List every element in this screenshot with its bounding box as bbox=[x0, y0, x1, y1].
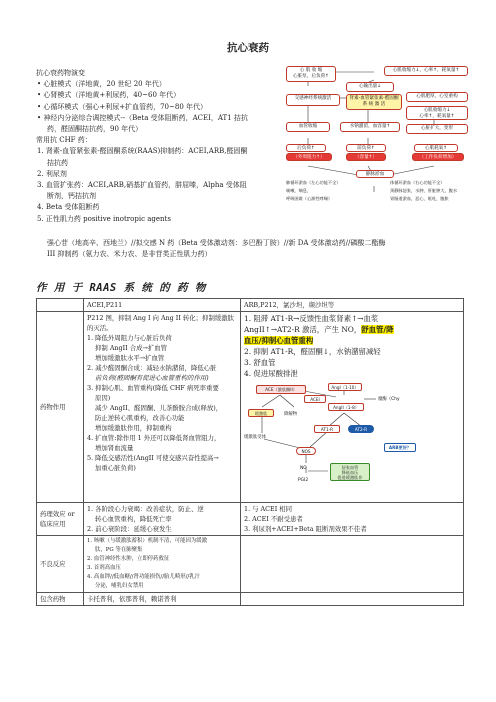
table-row bbox=[37, 312, 464, 503]
arb-effects-cell: 1. 阻滞 AT1-R→反馈性血浆肾素↑→血浆 AngII↑→AT2-R 激活，产生 NO，舒血管/降 血压/抑制心血管重构 2. 抑制 AT1-R，醛固酮↓，水钠潴留减轻 3. 舒血管 4. 促进尿酸排泄 ACE（激肽酶II） AngI（1-10） ACEI AngII（1-8） 糜酶（Chy 缓激肽 降解物 AT1-R AT2-R 缓激肽受体 NOS NO PGI2 舒张血管 降低血压 促进缓激肽作 ARB更好？ bbox=[241, 312, 464, 503]
acei-drugs-cell: 卡托普利，依那普利，赖诺普利 bbox=[84, 593, 241, 606]
flow-box: 前负荷↑ bbox=[346, 144, 386, 152]
heart-failure-flow-diagram bbox=[284, 62, 470, 240]
pgi2-label: PGI2 bbox=[298, 478, 309, 483]
drug-class-item: 5. 正性肌力药 positive inotropic agents bbox=[37, 214, 171, 223]
flow-box: 心肌收缩力↓，心率↑，耗氧量↑ bbox=[384, 66, 468, 76]
intro-section bbox=[36, 68, 282, 225]
bullet-item: • 心肾模式（洋地黄+利尿药，40~60 年代） bbox=[37, 91, 181, 100]
drug-class-item: 3. 血管扩张药：ACEI,ARB,硝基扩血管药，肼屈嗪，Alpha 受体阻 bbox=[37, 181, 247, 190]
degradation-label: 降解物 bbox=[284, 412, 298, 417]
acei-label: ACEI bbox=[304, 395, 326, 403]
row-label: 药物作用 bbox=[37, 312, 84, 503]
drug-class-continuation: 断剂，钙拮抗剂 bbox=[47, 192, 96, 201]
flow-note: 肺循环淤血（左心功能不全） bbox=[286, 180, 341, 185]
table-row bbox=[37, 503, 464, 536]
flow-note: 呼吸困难（心源性哮喘） bbox=[286, 196, 333, 201]
flow-box: （容量↑） bbox=[346, 153, 386, 161]
page-title: 抗心衰药 bbox=[227, 42, 269, 54]
table-header-row bbox=[37, 299, 464, 312]
flow-box: 心 肌 收 缩 心脏泵，后负荷↑ bbox=[286, 66, 336, 82]
drugs-heading: 常用抗 CHF 药： bbox=[36, 136, 92, 145]
detail-line: 强心苷（地高辛、西地兰）//拟交感 N 药（Beta 受体激动剂：多巴酚丁胺）//新 DA 受体激动药//磷酸二酯酶 bbox=[47, 239, 386, 247]
raas-mechanism-diagram bbox=[244, 381, 420, 501]
flow-note: 胃肠道淤血，恶心，呕吐，腹胀 bbox=[390, 196, 449, 201]
detail-line: III 抑制药（氨力农、米力农、是非苷类正性肌力药） bbox=[47, 250, 212, 259]
effects-label: 舒张血管 降低血压 促进缓激肽作 bbox=[330, 463, 370, 481]
flow-box: 心肌肥厚，心室重构 bbox=[406, 92, 468, 102]
flow-box: 肾素-血管紧张素-醛固酮 系 统 激 活 bbox=[346, 94, 402, 110]
arb-adverse-cell bbox=[241, 536, 464, 593]
flow-note: 体循环淤血（右心功能不全） bbox=[390, 180, 445, 185]
at1r-label: AT1-R bbox=[314, 425, 340, 433]
flow-box: 心输出量↓ bbox=[346, 82, 394, 92]
flow-note: 颈静脉怒张，水肿，肝脏肿大，腹水 bbox=[390, 188, 458, 193]
drug-class-continuation: 拮抗药 bbox=[47, 158, 68, 167]
section-title: 作 用 于 RAAS 系 统 的 药 物 bbox=[36, 282, 206, 294]
flow-box: 血管收缩 bbox=[286, 122, 330, 132]
header-cell: ACEI,P211 bbox=[84, 299, 241, 312]
flow-box: 静脉淤血 bbox=[356, 170, 394, 178]
ang1-label: AngI（1-10） bbox=[328, 383, 362, 391]
at2r-label: AT2-R bbox=[348, 425, 374, 433]
header-cell: ARB,P212，氯沙坦，缬沙坦等 bbox=[241, 299, 464, 312]
ace-label: ACE（激肽酶II） bbox=[256, 385, 306, 394]
intro-heading: 抗心衰药物演变 bbox=[36, 69, 85, 77]
row-label: 包含药物 bbox=[37, 593, 84, 606]
bullet-item: • 心循环模式（强心+利尿+扩血管药，70~80 年代） bbox=[37, 102, 207, 111]
nos-label: NOS bbox=[296, 447, 316, 455]
acei-clinical-cell: 1. 各阶段心力衰竭：改善症状，防止、逆 转心血管重构，降低死亡率 2. 前心衰阶段：延缓心衰发生 bbox=[84, 503, 241, 536]
drug-class-item: 4. Beta 受体阻断药 bbox=[37, 203, 100, 212]
bk-receptor-label: 缓激肽受体 bbox=[244, 435, 266, 440]
raas-drug-table bbox=[36, 298, 464, 606]
row-label: 药理效应 or 临床应用 bbox=[37, 503, 84, 536]
chymase-label: 糜酶（Chy bbox=[378, 397, 400, 402]
flow-box: （工作负荷增加） bbox=[412, 153, 464, 161]
flow-note: 咳嗽，喘息， bbox=[286, 188, 312, 193]
flow-box: 水钠潴留，血容量↑ bbox=[340, 122, 400, 132]
arb-drugs-cell bbox=[241, 593, 464, 606]
flow-box: 心肌耗氧↑ bbox=[414, 144, 458, 152]
flow-box: 心脏扩大，变形 bbox=[406, 124, 468, 134]
flow-box: 心肌收缩力↓ 心率↑，耗氧量↑ bbox=[406, 106, 468, 120]
bradykinin-label: 缓激肽 bbox=[248, 409, 274, 417]
acei-adverse-cell: 1. 咳嗽（与缓激肽蓄积）机制不清，可能因为缓激 肽，PG 等在肺聚集 2. 血管神经性水肿，立即停药救征 3. 首剂高血压 4. 高血钾//低血糖//肾功能损伤//胎儿畸形//乳汁 分泌，哺乳妇女禁用 bbox=[84, 536, 241, 593]
drug-class-item: 1. 肾素-血管紧张素-醛固酮系统(RAAS)抑制药：ACEI,ARB,醛固酮 bbox=[37, 147, 248, 156]
bullet-continuation: 药，醛固酮拮抗药，90 年代） bbox=[47, 125, 143, 134]
ang2-label: AngII（1-8） bbox=[328, 403, 364, 411]
bullet-item: • 心脏模式（洋地黄，20 世纪 20 年代） bbox=[37, 80, 166, 89]
table-row bbox=[37, 536, 464, 593]
bullet-item: • 神经内分泌综合调控模式--（Beta 受体阻断药，ACEI，AT1 拮抗 bbox=[37, 113, 248, 122]
row-label: 不良反应 bbox=[37, 536, 84, 593]
flow-box: 交感神经系统激活 bbox=[286, 94, 340, 106]
header-cell bbox=[37, 299, 84, 312]
inotropic-detail bbox=[36, 238, 466, 260]
arb-better-label: ARB更好？ bbox=[384, 443, 416, 452]
table-row bbox=[37, 593, 464, 606]
arb-clinical-cell: 1. 与 ACEI 相同 2. ACEI 不耐受患者 3. 利尿剂+ACEI+Beta 阻断剂效果不佳者 bbox=[241, 503, 464, 536]
no-label: NO bbox=[300, 466, 307, 471]
flow-box: （外周阻力↑） bbox=[286, 153, 332, 161]
flow-box: 后负荷↑ bbox=[286, 144, 326, 152]
drug-class-item: 2. 利尿剂 bbox=[37, 169, 67, 178]
acei-effects-cell: P212 图，抑制 Ang I 向 Ang II 转化；抑制缓激肽 的灭活。 1. 降低外周阻力与心脏后负荷 抑制 AngII 合成→扩血管 增加缓激肽水平→扩血管 2. 减少醛固酮合成：减轻水钠潴留，降低心脏 前负荷(醛固酮有促进心血管重构的作用) 3. 抑制心肌、血管重构(降低 CHF 病死率重要 原因) 减少 AngII、醛固酮、儿茶酚胺合成(释放)， 防止逆转心肌重构，改善心功能 增加缓激肽作用，抑制重构 4. 扩血管:除作用 1 外还可以降低肾血管阻力， 增加肾血流量 5. 降低交感活性(AngII 可使交感兴奋性提高→ 加重心脏负荷) bbox=[84, 312, 241, 503]
